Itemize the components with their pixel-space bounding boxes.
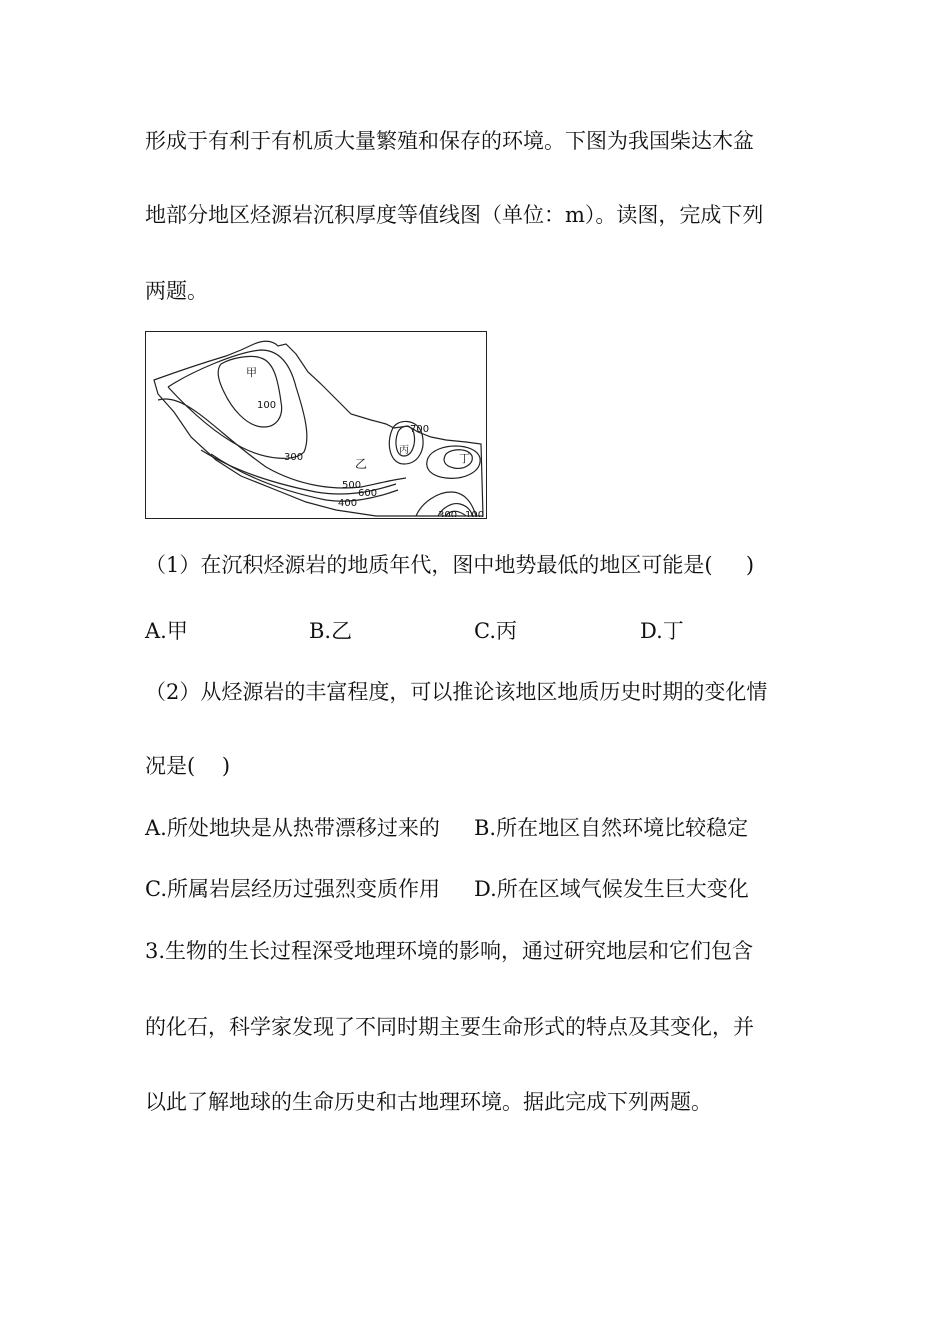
contour-300-left [168,350,307,458]
q1-option-a[interactable]: A.甲 [145,619,188,643]
basin-outline [154,341,483,516]
contour-label-100b: 100 [465,510,485,517]
q1-option-b[interactable]: B.乙 [309,619,353,643]
q1-option-d[interactable]: D.丁 [640,619,684,643]
contour-label-300a: 300 [284,452,304,463]
contour-500 [158,399,406,488]
q3-line-2: 的化石，科学家发现了不同时期主要生命形式的特点及其变化，并 [145,1015,754,1039]
label-ding: 丁 [459,452,470,465]
contour-label-600: 600 [358,488,378,499]
q2-option-a[interactable]: A.所处地块是从热带漂移过来的 [145,816,440,840]
q2-option-d[interactable]: D.所在区域气候发生巨大变化 [474,877,749,901]
contour-label-500: 500 [342,480,362,491]
intro-line-1: 形成于有利于有机质大量繁殖和保存的环境。下图为我国柴达木盆 [145,129,754,153]
q1-stem: （1）在沉积烃源岩的地质年代，图中地势最低的地区可能是( ) [145,553,755,577]
q2-option-b[interactable]: B.所在地区自然环境比较稳定 [474,816,749,840]
intro-line-3: 两题。 [145,279,208,303]
contour-map [145,331,487,519]
intro-line-2: 地部分地区烃源岩沉积厚度等值线图（单位：m）。读图，完成下列 [145,203,764,227]
label-yi: 乙 [355,457,368,471]
contour-label-300b: 300 [438,510,458,517]
contour-label-400: 400 [338,498,358,509]
q3-line-3: 以此了解地球的生命历史和古地理环境。据此完成下列两题。 [145,1090,712,1114]
q2-stem-line-2: 况是( ) [145,754,231,778]
contour-map-drawing [146,332,485,517]
contour-ding-outer [427,446,480,478]
q2-stem-line-1: （2）从烃源岩的丰富程度，可以推论该地区地质历史时期的变化情 [145,680,768,704]
contour-label-700: 700 [410,424,430,435]
q3-line-1: 3.生物的生长过程深受地理环境的影响，通过研究地层和它们包含 [145,939,754,963]
label-bing: 丙 [399,445,409,456]
contour-label-100a: 100 [257,400,277,411]
q2-option-c[interactable]: C.所属岩层经历过强烈变质作用 [145,877,440,901]
label-jia: 甲 [246,366,257,379]
q1-option-c[interactable]: C.丙 [474,619,517,643]
